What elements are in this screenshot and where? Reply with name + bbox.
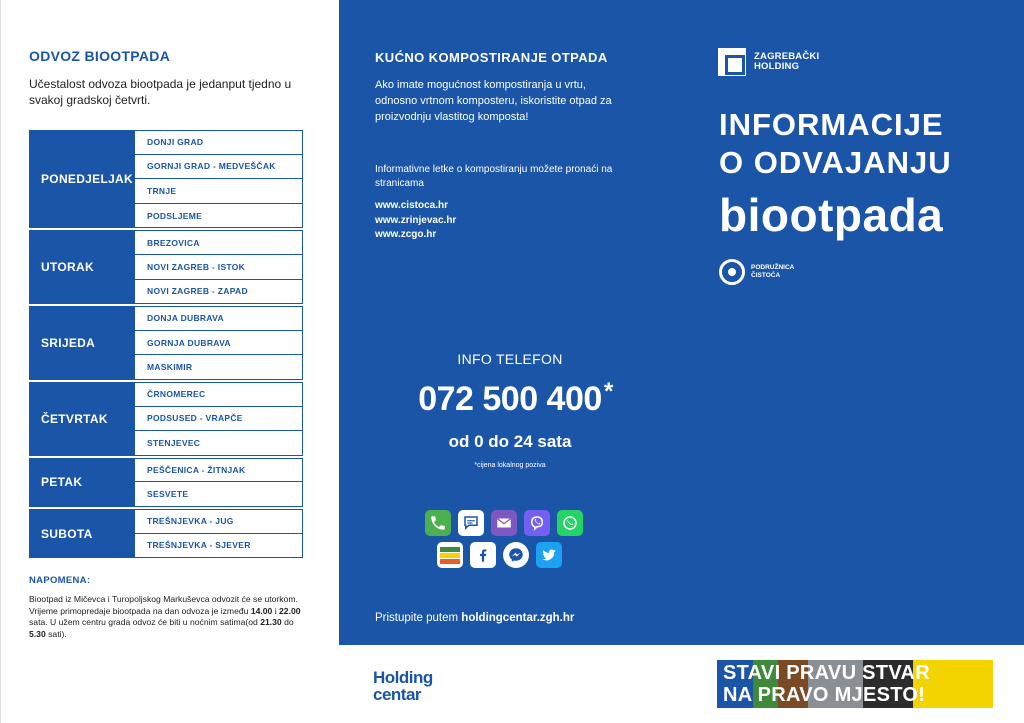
phone-icon[interactable] [425, 510, 451, 536]
right-panel [681, 0, 1024, 645]
social-icons-row [437, 542, 562, 568]
schedule-day-block [29, 230, 303, 306]
schedule-day-block [29, 382, 303, 458]
whatsapp-icon[interactable] [557, 510, 583, 536]
cistoca-circle-icon [719, 259, 745, 285]
holding-square-icon [718, 48, 746, 76]
day-places [135, 306, 303, 380]
access-text: Pristupite putem holdingcentar.zgh.hr [375, 612, 575, 624]
day-name: SRIJEDA [29, 306, 135, 380]
day-name: ČETVRTAK [29, 382, 135, 456]
middle-panel [339, 0, 681, 645]
district-cell: NOVI ZAGREB - ZAPAD [135, 280, 303, 305]
contact-icons-row [425, 510, 583, 536]
subsidiary-line-2: ČISTOĆA [751, 272, 781, 279]
day-places [135, 130, 303, 228]
link-zrinjevac[interactable]: www.zrinjevac.hr [375, 214, 457, 226]
left-panel [0, 0, 339, 723]
viber-icon[interactable] [524, 510, 550, 536]
holding-app-icon[interactable] [437, 542, 463, 568]
cover-title-line-2: O ODVAJANJU [719, 145, 952, 180]
logo-line-1: ZAGREBAČKI [754, 51, 820, 62]
subsidiary-line-1: PODRUŽNICA [751, 264, 795, 271]
day-places [135, 509, 303, 558]
note-text: Biootpad iz Mičevca i Turopoljskog Markuševca odvozit će se utorkom. Vrijeme primopredaje biootpada na dan odvoza je između 14.00 i 22.00 sata. U užem centru grada odvoz će biti u noćnim satima(od 21.30 do 5.30 sati). [29, 594, 301, 640]
district-cell: BREZOVICA [135, 230, 303, 255]
links-list [375, 199, 456, 243]
day-name: SUBOTA [29, 509, 135, 558]
slogan-line-1: STAVI PRAVU STVAR [723, 662, 930, 684]
day-places [135, 382, 303, 456]
district-cell: GORNJA DUBRAVA [135, 331, 303, 356]
logo-line-2: HOLDING [754, 61, 800, 72]
link-cistoca[interactable]: www.cistoca.hr [375, 200, 448, 211]
district-cell: PODSUSED - VRAPČE [135, 407, 303, 432]
holding-centar-link[interactable]: holdingcentar.zgh.hr [461, 612, 575, 624]
composting-title: KUĆNO KOMPOSTIRANJE OTPADA [375, 50, 608, 65]
day-name: UTORAK [29, 230, 135, 304]
district-cell: DONJI GRAD [135, 130, 303, 155]
district-cell: SESVETE [135, 482, 303, 507]
leaflets-text: Informativne letke o kompostiranju možete pronaći na stranicama [375, 164, 613, 189]
hc-logo-line-1: Holding [373, 668, 433, 687]
twitter-icon[interactable] [536, 542, 562, 568]
intro-text: Učestalost odvoza biootpada je jedanput tjedno u svakoj gradskoj četvrti. [29, 77, 292, 107]
chat-icon[interactable] [458, 510, 484, 536]
day-places [135, 458, 303, 507]
cover-title-word: biootpada [719, 189, 944, 241]
cistoca-logo [719, 259, 794, 285]
district-cell: NOVI ZAGREB - ISTOK [135, 255, 303, 280]
note-title: NAPOMENA: [29, 575, 91, 586]
day-name: PETAK [29, 458, 135, 507]
facebook-icon[interactable] [470, 542, 496, 568]
collection-schedule-table [29, 130, 303, 560]
cover-title [719, 106, 952, 182]
phone-number[interactable]: 072 500 400 [418, 380, 602, 418]
schedule-day-block [29, 130, 303, 230]
hc-logo-line-2: centar [373, 685, 422, 704]
price-note: *cijena lokalnog poziva [474, 462, 546, 469]
district-cell: DONJA DUBRAVA [135, 306, 303, 331]
cover-title-line-1: INFORMACIJE [719, 107, 944, 142]
bottom-strip [339, 645, 1024, 723]
district-cell: TRNJE [135, 179, 303, 204]
composting-text: Ako imate mogućnost kompostiranja u vrtu, odnosno vrtnom komposteru, iskoristite otpad za proizvodnju vlastitog komposta! [375, 79, 612, 123]
link-zcgo[interactable]: www.zcgo.hr [375, 229, 437, 240]
info-phone-label: INFO TELEFON [457, 351, 563, 367]
hours-text: od 0 do 24 sata [448, 432, 572, 451]
district-cell: GORNJI GRAD - MEDVEŠČAK [135, 155, 303, 180]
district-cell: TREŠNJEVKA - JUG [135, 509, 303, 534]
holding-centar-logo [373, 669, 433, 703]
district-cell: PEŠČENICA - ŽITNJAK [135, 458, 303, 483]
slogan-line-2: NA PRAVO MJESTO! [723, 684, 926, 706]
zagrebacki-holding-logo [718, 48, 819, 76]
district-cell: STENJEVEC [135, 431, 303, 456]
district-cell: MASKIMIR [135, 355, 303, 380]
schedule-day-block [29, 458, 303, 509]
messenger-icon[interactable] [503, 542, 529, 568]
slogan-text [723, 662, 930, 706]
district-cell: PODSLJEME [135, 204, 303, 229]
district-cell: ČRNOMEREC [135, 382, 303, 407]
phone-asterisk: * [604, 378, 614, 405]
day-name: PONEDJELJAK [29, 130, 135, 228]
schedule-day-block [29, 306, 303, 382]
schedule-day-block [29, 509, 303, 560]
section-title: ODVOZ BIOOTPADA [29, 48, 171, 64]
day-places [135, 230, 303, 304]
district-cell: TREŠNJEVKA - SJEVER [135, 534, 303, 559]
email-icon[interactable] [491, 510, 517, 536]
